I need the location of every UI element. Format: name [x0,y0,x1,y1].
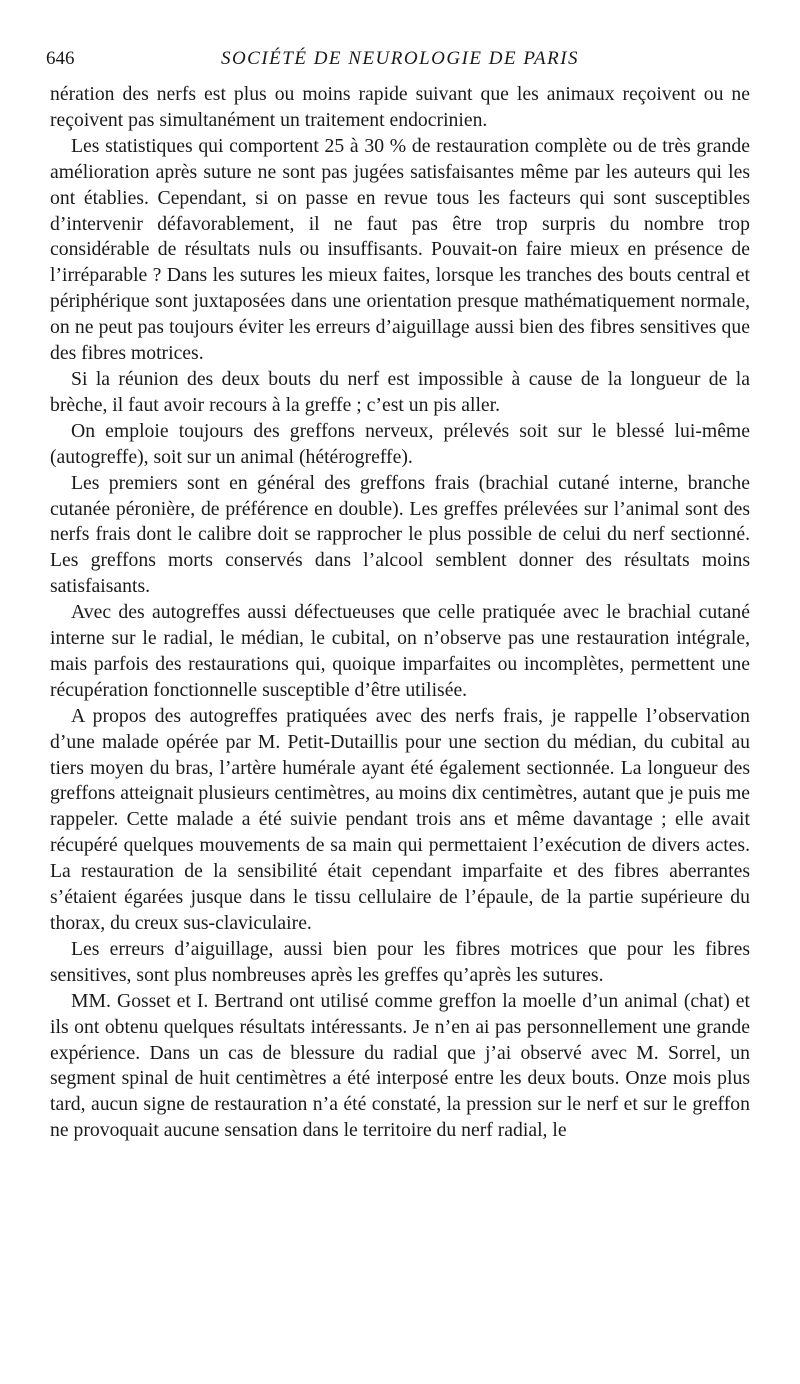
body-text [50,82,750,1144]
page-number: 646 [46,48,75,69]
paragraph: A propos des autogreffes pratiquées avec des nerfs frais, je rappelle l’observation d’une malade opérée par M. Petit-Dutaillis pour une section du médian, du cubital au tiers moyen du bras, l’artère humérale ayant été également sectionnée. La longueur des greffons atteignait plusieurs centimètres, au moins dix centimètres, autant que je puis me rappeler. Cette malade a été suivie pendant trois ans et même davantage ; elle avait récupéré quelques mouvements de sa main qui permettaient l’exécution de divers actes. La restauration de la sensibilité était cependant imparfaite et des fibres aberrantes s’étaient égarées jusque dans le tissu cellulaire de l’épaule, de la partie supérieure du thorax, du creux sus-claviculaire. [50,704,750,934]
paragraph: Les erreurs d’aiguillage, aussi bien pour les fibres motrices que pour les fibres sensitives, sont plus nombreuses après les greffes qu’après les sutures. [50,937,750,986]
page-header [46,48,754,74]
paragraph: Avec des autogreffes aussi défectueuses que celle pratiquée avec le brachial cutané interne sur le radial, le médian, le cubital, on n’observe pas une restauration intégrale, mais parfois des restaurations qui, quoique imparfaites ou incomplètes, permettent une récupération fonctionnelle susceptible d’être utilisée. [50,601,750,701]
paragraph: Les premiers sont en général des greffons frais (brachial cutané interne, branche cutanée péronière, de préférence en double). Les greffes prélevées sur l’animal sont des nerfs frais dont le calibre doit se rapprocher le plus possible de celui du nerf sectionné. Les greffons morts conservés dans l’alcool semblent donner des résultats moins satisfaisants. [50,471,750,598]
paragraph: nération des nerfs est plus ou moins rapide suivant que les animaux reçoivent ou ne reçoivent pas simultanément un traitement endocrinien. [50,83,750,131]
paragraph: MM. Gosset et I. Bertrand ont utilisé comme greffon la moelle d’un animal (chat) et ils ont obtenu quelques résultats intéressants. Je n’en ai pas personnellement une grande expérience. Dans un cas de blessure du radial que j’ai observé avec M. Sorrel, un segment spinal de huit centimètres a été interposé entre les deux bouts. Onze mois plus tard, aucun signe de restauration n’a été constaté, la pression sur le nerf et sur le greffon ne provoquait aucune sensation dans le territoire du nerf radial, le [50,989,750,1142]
paragraph: On emploie toujours des greffons nerveux, prélevés soit sur le blessé lui-même (autogreffe), soit sur un animal (hétérogreffe). [50,419,750,468]
paragraph: Si la réunion des deux bouts du nerf est impossible à cause de la longueur de la brèche, il faut avoir recours à la greffe ; c’est un pis aller. [50,367,750,416]
running-title: SOCIÉTÉ DE NEUROLOGIE DE PARIS [220,48,580,69]
paragraph: Les statistiques qui comportent 25 à 30 % de restauration complète ou de très grande amélioration après suture ne sont pas jugées satisfaisantes même par les auteurs qui les ont établies. Cependant, si on passe en revue tous les facteurs qui sont susceptibles d’intervenir défavorablement, il ne faut pas être trop surpris du nombre trop considérable de résultats nuls ou insuffisants. Pouvait-on faire mieux en présence de l’irréparable ? Dans les sutures les mieux faites, lorsque les tranches des bouts central et périphérique sont juxtaposées dans une orientation presque mathématiquement normale, on ne peut pas toujours éviter les erreurs d’aiguillage aussi bien des fibres sensitives que des fibres motrices. [50,134,750,365]
